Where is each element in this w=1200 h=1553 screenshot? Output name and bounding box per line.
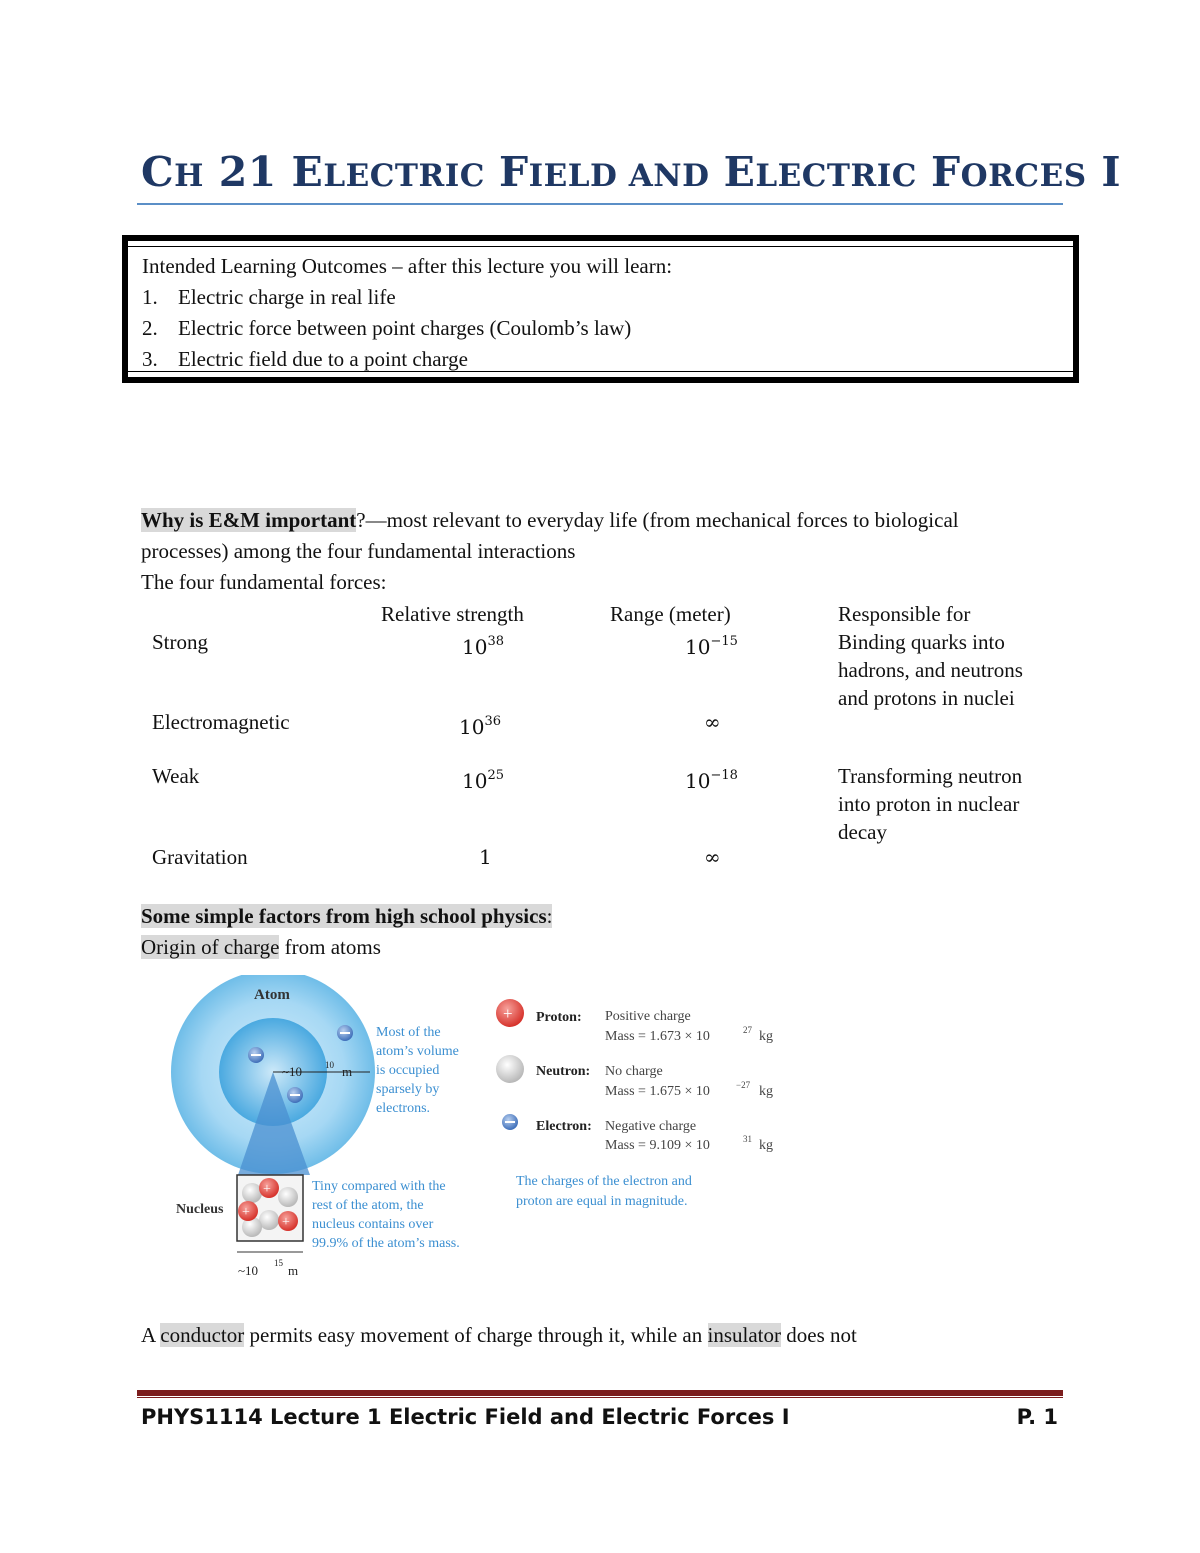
header-responsible: Responsible for [838,602,971,626]
why-em-paragraph: Why is E&M important?—most relevant to everyday life (from mechanical forces to biological processes) among the four fundamental interactions The four fundamental forces: [141,505,1071,598]
electron-icon [248,1047,264,1063]
volume-note: Most of the atom’s volume is occupied sparsely by electrons. [376,1025,459,1116]
conductor-term: conductor [160,1323,245,1347]
svg-text:Mass = 1.673 × 10: Mass = 1.673 × 10 [605,1029,710,1044]
outcome-item: 2. Electric force between point charges (Coulomb’s law) [142,316,632,340]
svg-text:kg: kg [759,1029,773,1044]
outcome-item: 3. Electric field due to a point charge [142,347,468,371]
neutron-icon [496,1055,524,1083]
responsible-text: Transforming neutron into proton in nuclear decay [838,764,1023,844]
range-value: $10^{-18}$ [685,768,738,793]
svg-text:+: + [242,1205,250,1220]
outcomes-text [142,251,672,375]
svg-text:m: m [288,1263,299,1278]
svg-text:−27: −27 [736,1080,751,1090]
proton-icon [278,1211,298,1231]
svg-text:31: 31 [743,1134,752,1144]
force-name: Weak [152,764,200,788]
footer-page-number: P. 1 [1016,1405,1058,1429]
svg-text:~10: ~10 [282,1064,303,1079]
simple-factors-heading: Some simple factors from high school physics [141,904,547,928]
force-name: Electromagnetic [152,710,290,734]
atom-label: Atom [254,987,290,1003]
svg-text:kg: kg [759,1084,773,1099]
page-title: CH 21 ELECTRIC FIELD AND ELECTRIC FORCES I [141,148,1122,196]
outcome-item: 1. Electric charge in real life [142,285,396,309]
electron-icon [502,1114,518,1130]
conductor-insulator-sentence: A conductor permits easy movement of charge through it, while an insulator does not [141,1323,857,1347]
header-strength: Relative strength [381,602,524,626]
footer-rule-thin [137,1397,1063,1398]
force-name: Strong [152,630,209,654]
atom-structure-figure [140,975,800,1285]
nucleus-note: Tiny compared with the rest of the atom, the nucleus contains over 99.9% of the atom’s mass. [312,1179,460,1251]
svg-text:+: + [282,1215,290,1230]
svg-text:No charge: No charge [605,1064,663,1079]
nucleus-label: Nucleus [176,1202,224,1217]
electron-icon [337,1025,353,1041]
insulator-term: insulator [707,1323,781,1347]
footer-rule [137,1390,1063,1396]
svg-text:Neutron:: Neutron: [536,1064,591,1079]
proton-icon [238,1201,258,1221]
svg-text:10: 10 [325,1060,334,1070]
range-value: $10^{-15}$ [685,634,738,659]
electron-icon [287,1087,303,1103]
strength-value: $10^{25}$ [462,768,504,793]
strength-value: 1 [479,845,492,869]
footer-course-title: PHYS1114 Lecture 1 Electric Field and Electric Forces I [141,1405,790,1429]
learning-outcomes-box [122,235,1079,383]
svg-text:Negative charge: Negative charge [605,1119,697,1134]
four-forces-intro: The four fundamental forces: [141,570,387,594]
proton-icon [496,999,524,1027]
svg-text:Positive charge: Positive charge [605,1009,691,1024]
range-value: ∞ [704,845,721,869]
box-inner-top-line [128,246,1073,247]
svg-text:Electron:: Electron: [536,1119,592,1134]
neutron-icon [242,1183,262,1203]
svg-text:+: + [263,1182,271,1197]
force-name: Gravitation [152,845,248,869]
strength-value: $10^{36}$ [459,714,501,739]
strength-value: $10^{38}$ [462,634,504,659]
outcomes-heading: Intended Learning Outcomes – after this lecture you will learn: [142,254,673,278]
range-value: ∞ [704,710,721,734]
svg-text:Mass = 9.109 × 10: Mass = 9.109 × 10 [605,1138,710,1153]
responsible-text: Binding quarks into hadrons, and neutrons and protons in nuclei [838,630,1023,710]
header-range: Range (meter) [610,602,731,626]
svg-text:15: 15 [274,1258,283,1268]
why-em-heading: Why is E&M important [141,508,357,532]
svg-text:Proton:: Proton: [536,1010,582,1025]
svg-text:m: m [342,1064,353,1079]
title-underline [137,203,1063,205]
neutron-icon [278,1187,298,1207]
proton-icon [259,1178,279,1198]
equal-charge-note: The charges of the electron and proton are equal in magnitude. [516,1174,692,1209]
svg-text:kg: kg [759,1138,773,1153]
svg-text:Mass = 1.675 × 10: Mass = 1.675 × 10 [605,1084,710,1099]
simple-factors-section: Some simple factors from high school physics: Origin of charge from atoms [141,904,553,959]
svg-text:27: 27 [743,1025,752,1035]
svg-text:~10: ~10 [238,1263,259,1278]
svg-text:+: + [503,1004,513,1023]
